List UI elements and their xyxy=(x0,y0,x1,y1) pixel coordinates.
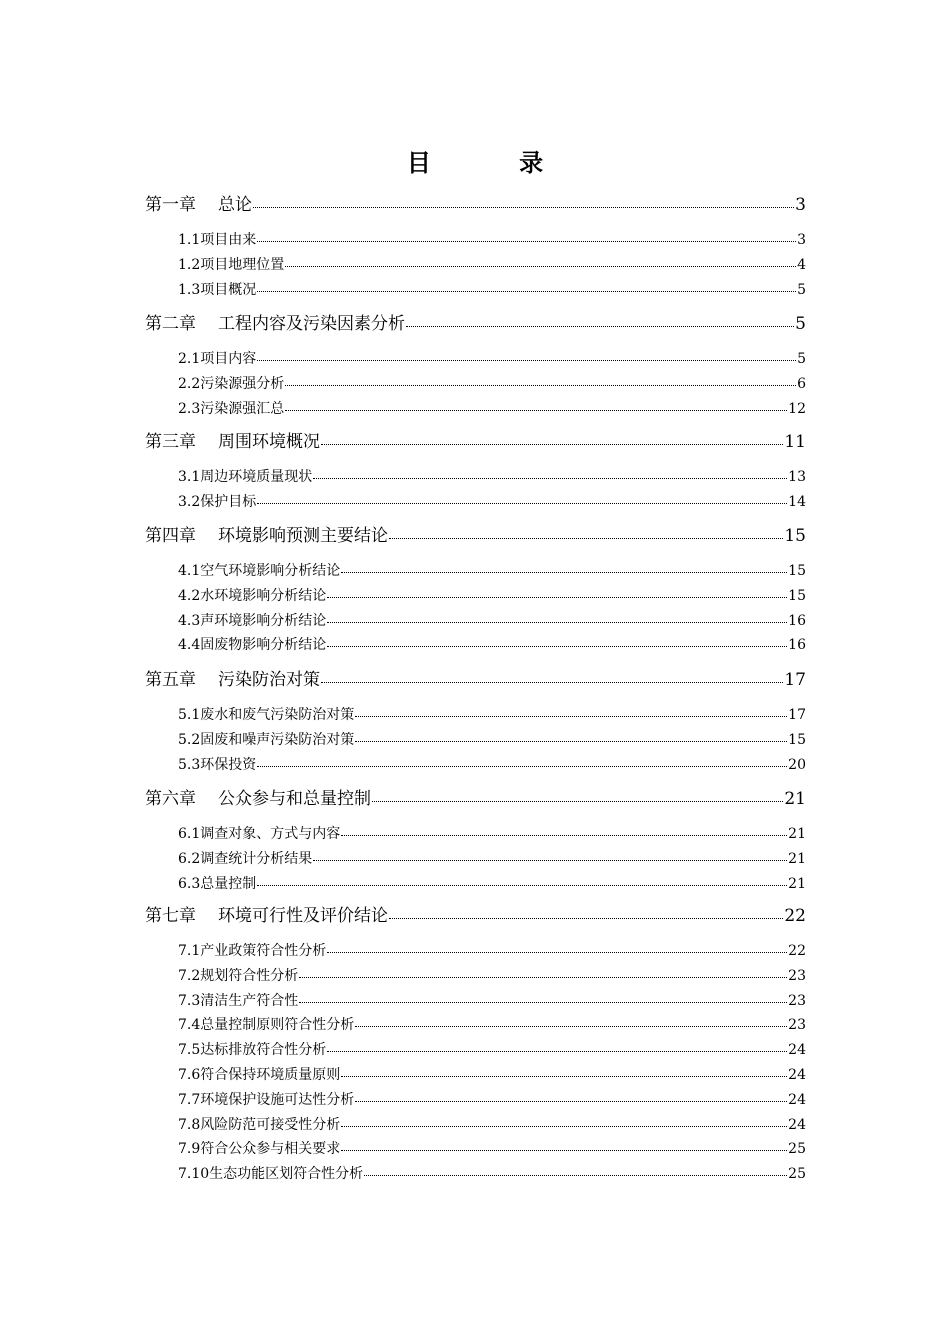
dot-leader xyxy=(327,1051,787,1052)
toc-chapter-entry[interactable] xyxy=(145,908,806,925)
dot-leader xyxy=(327,597,787,598)
section-number: 3.2 xyxy=(178,493,201,510)
dot-leader xyxy=(321,444,783,445)
section-title: 调查统计分析结果 xyxy=(200,850,313,867)
section-title: 固废物影响分析结论 xyxy=(200,637,327,654)
section-number: 4.1 xyxy=(178,563,201,579)
page-number: 5 xyxy=(797,351,806,367)
dot-leader xyxy=(406,326,794,327)
section-number: 7.4 xyxy=(178,1017,201,1034)
page-number: 23 xyxy=(788,992,806,1009)
dot-leader xyxy=(257,885,787,886)
page-number: 21 xyxy=(788,826,806,842)
toc-section-entry[interactable] xyxy=(178,733,806,747)
dot-leader xyxy=(299,1002,787,1003)
page-number: 16 xyxy=(788,612,806,629)
chapter-title: 总论 xyxy=(218,195,252,215)
section-title: 固废和噪声污染防治对策 xyxy=(200,731,355,748)
dot-leader xyxy=(257,241,796,242)
section-title: 环保投资 xyxy=(200,756,257,773)
section-title: 污染源强汇总 xyxy=(200,400,285,417)
section-title: 周边环境质量现状 xyxy=(200,469,313,485)
toc-section-entry[interactable] xyxy=(178,283,806,297)
page-number: 23 xyxy=(788,1017,806,1034)
page-number: 11 xyxy=(784,432,806,452)
toc-chapter-entry[interactable] xyxy=(145,434,806,451)
dot-leader xyxy=(327,952,787,953)
page-number: 20 xyxy=(788,756,806,773)
section-number: 5.3 xyxy=(178,756,201,773)
page-number: 21 xyxy=(788,850,806,867)
section-number: 1.3 xyxy=(178,281,201,298)
chapter-number: 第四章 xyxy=(145,526,196,546)
section-title: 声环境影响分析结论 xyxy=(200,612,327,629)
chapter-title: 公众参与和总量控制 xyxy=(218,789,371,809)
dot-leader xyxy=(341,1150,787,1151)
section-title: 项目内容 xyxy=(200,351,257,367)
page-number: 25 xyxy=(788,1166,806,1183)
section-number: 1.1 xyxy=(178,232,201,248)
section-number: 7.5 xyxy=(178,1042,201,1059)
chapter-number: 第七章 xyxy=(145,906,196,926)
section-title: 达标排放符合性分析 xyxy=(200,1042,327,1059)
page-number: 3 xyxy=(797,232,806,248)
chapter-title: 环境可行性及评价结论 xyxy=(218,906,388,926)
section-title: 规划符合性分析 xyxy=(200,967,299,984)
page-number: 16 xyxy=(788,637,806,654)
section-number: 7.1 xyxy=(178,943,201,959)
page-number: 22 xyxy=(788,943,806,959)
chapter-title: 工程内容及污染因素分析 xyxy=(218,314,405,334)
section-title: 调查对象、方式与内容 xyxy=(200,826,341,842)
section-number: 7.10 xyxy=(178,1166,210,1183)
dot-leader xyxy=(389,538,783,539)
section-number: 7.9 xyxy=(178,1141,201,1158)
dot-leader xyxy=(389,918,783,919)
page-number: 21 xyxy=(784,789,806,809)
dot-leader xyxy=(372,801,783,802)
toc-section-entry[interactable] xyxy=(178,352,806,366)
chapter-number: 第五章 xyxy=(145,670,196,690)
dot-leader xyxy=(321,682,783,683)
section-number: 5.2 xyxy=(178,731,201,748)
toc-section-entry[interactable] xyxy=(178,495,806,509)
dot-leader xyxy=(285,410,787,411)
toc-section-entry[interactable] xyxy=(178,1093,806,1107)
toc-section-entry[interactable] xyxy=(178,589,806,603)
page-number: 14 xyxy=(788,493,806,510)
page-number: 21 xyxy=(788,875,806,892)
toc-section-entry[interactable] xyxy=(178,564,806,578)
dot-leader xyxy=(341,1076,787,1077)
dot-leader xyxy=(299,977,787,978)
page-number: 15 xyxy=(784,526,806,546)
section-number: 4.4 xyxy=(178,637,201,654)
dot-leader xyxy=(257,291,796,292)
dot-leader xyxy=(364,1175,787,1176)
section-title: 产业政策符合性分析 xyxy=(200,943,327,959)
section-number: 7.8 xyxy=(178,1116,201,1133)
dot-leader xyxy=(341,835,787,836)
chapter-number: 第二章 xyxy=(145,314,196,334)
page-number: 12 xyxy=(788,400,806,417)
toc-section-entry[interactable] xyxy=(178,708,806,722)
chapter-number: 第三章 xyxy=(145,432,196,452)
section-number: 6.2 xyxy=(178,850,201,867)
section-title: 风险防范可接受性分析 xyxy=(200,1116,341,1133)
page-number: 24 xyxy=(788,1091,806,1108)
toc-section-entry[interactable] xyxy=(178,233,806,247)
dot-leader xyxy=(253,207,794,208)
section-number: 7.3 xyxy=(178,992,201,1009)
section-number: 1.2 xyxy=(178,256,201,273)
dot-leader xyxy=(257,360,796,361)
chapter-title: 周围环境概况 xyxy=(218,432,320,452)
toc-section-entry[interactable] xyxy=(178,377,806,391)
dot-leader xyxy=(355,716,787,717)
section-title: 项目地理位置 xyxy=(200,256,285,273)
toc-chapter-entry[interactable] xyxy=(145,791,806,808)
chapter-title: 污染防治对策 xyxy=(218,670,320,690)
page-number: 13 xyxy=(788,469,806,485)
toc-section-entry[interactable] xyxy=(178,852,806,866)
toc-section-entry[interactable] xyxy=(178,1142,806,1156)
dot-leader xyxy=(355,1101,787,1102)
section-title: 总量控制原则符合性分析 xyxy=(200,1017,355,1034)
toc-section-entry[interactable] xyxy=(178,994,806,1008)
dot-leader xyxy=(327,622,787,623)
toc-section-entry[interactable] xyxy=(178,1018,806,1032)
dot-leader xyxy=(341,1126,787,1127)
section-title: 污染源强分析 xyxy=(200,375,285,392)
toc-section-entry[interactable] xyxy=(178,638,806,652)
section-number: 7.2 xyxy=(178,967,201,984)
section-title: 符合保持环境质量原则 xyxy=(200,1067,341,1083)
toc-chapter-entry[interactable] xyxy=(145,528,806,545)
section-title: 废水和废气污染防治对策 xyxy=(200,707,355,723)
toc-chapter-entry[interactable] xyxy=(145,316,806,333)
toc-section-entry[interactable] xyxy=(178,758,806,772)
page-number: 17 xyxy=(788,707,806,723)
dot-leader xyxy=(285,266,796,267)
section-title: 生态功能区划符合性分析 xyxy=(209,1166,364,1183)
section-title: 水环境影响分析结论 xyxy=(200,587,327,604)
page-number: 6 xyxy=(797,375,806,392)
page-number: 3 xyxy=(795,195,806,215)
section-title: 保护目标 xyxy=(200,493,257,510)
section-number: 7.7 xyxy=(178,1091,201,1108)
toc-section-entry[interactable] xyxy=(178,1068,806,1082)
dot-leader xyxy=(355,1026,787,1027)
dot-leader xyxy=(257,503,787,504)
dot-leader xyxy=(285,385,796,386)
dot-leader xyxy=(327,646,787,647)
section-number: 4.3 xyxy=(178,612,201,629)
page-number: 24 xyxy=(788,1116,806,1133)
toc-section-entry[interactable] xyxy=(178,969,806,983)
page-number: 23 xyxy=(788,967,806,984)
toc-section-entry[interactable] xyxy=(178,1167,806,1181)
dot-leader xyxy=(341,572,787,573)
section-number: 7.6 xyxy=(178,1067,201,1083)
page-number: 24 xyxy=(788,1042,806,1059)
toc-section-entry[interactable] xyxy=(178,1118,806,1132)
toc-section-entry[interactable] xyxy=(178,470,806,484)
dot-leader xyxy=(355,741,787,742)
page-number: 15 xyxy=(788,731,806,748)
chapter-number: 第六章 xyxy=(145,789,196,809)
toc-chapter-entry[interactable] xyxy=(145,197,806,214)
section-title: 项目概况 xyxy=(200,281,257,298)
dot-leader xyxy=(313,860,787,861)
toc-section-entry[interactable] xyxy=(178,944,806,958)
toc-section-entry[interactable] xyxy=(178,614,806,628)
page-number: 5 xyxy=(797,281,806,298)
chapter-title: 环境影响预测主要结论 xyxy=(218,526,388,546)
page-number: 5 xyxy=(795,314,806,334)
page-number: 25 xyxy=(788,1141,806,1158)
section-title: 清洁生产符合性 xyxy=(200,992,299,1009)
page-title: 目 录 xyxy=(406,148,584,177)
section-number: 2.3 xyxy=(178,400,201,417)
section-number: 3.1 xyxy=(178,469,201,485)
section-number: 2.1 xyxy=(178,351,201,367)
page-number: 24 xyxy=(788,1067,806,1083)
toc-section-entry[interactable] xyxy=(178,827,806,841)
section-number: 6.1 xyxy=(178,826,201,842)
section-title: 项目由来 xyxy=(200,232,257,248)
page-number: 15 xyxy=(788,563,806,579)
toc-section-entry[interactable] xyxy=(178,1043,806,1057)
toc-section-entry[interactable] xyxy=(178,402,806,416)
section-title: 空气环境影响分析结论 xyxy=(200,563,341,579)
page-number: 15 xyxy=(788,587,806,604)
page-number: 17 xyxy=(784,670,806,690)
toc-section-entry[interactable] xyxy=(178,877,806,891)
section-number: 2.2 xyxy=(178,375,201,392)
section-title: 环境保护设施可达性分析 xyxy=(200,1091,355,1108)
dot-leader xyxy=(313,478,787,479)
chapter-number: 第一章 xyxy=(145,195,196,215)
page-number: 4 xyxy=(797,256,806,273)
page-number: 22 xyxy=(784,906,806,926)
section-number: 5.1 xyxy=(178,707,201,723)
toc-chapter-entry[interactable] xyxy=(145,672,806,689)
section-title: 符合公众参与相关要求 xyxy=(200,1141,341,1158)
dot-leader xyxy=(257,766,787,767)
toc-section-entry[interactable] xyxy=(178,258,806,272)
section-number: 6.3 xyxy=(178,875,201,892)
section-title: 总量控制 xyxy=(200,875,257,892)
section-number: 4.2 xyxy=(178,587,201,604)
